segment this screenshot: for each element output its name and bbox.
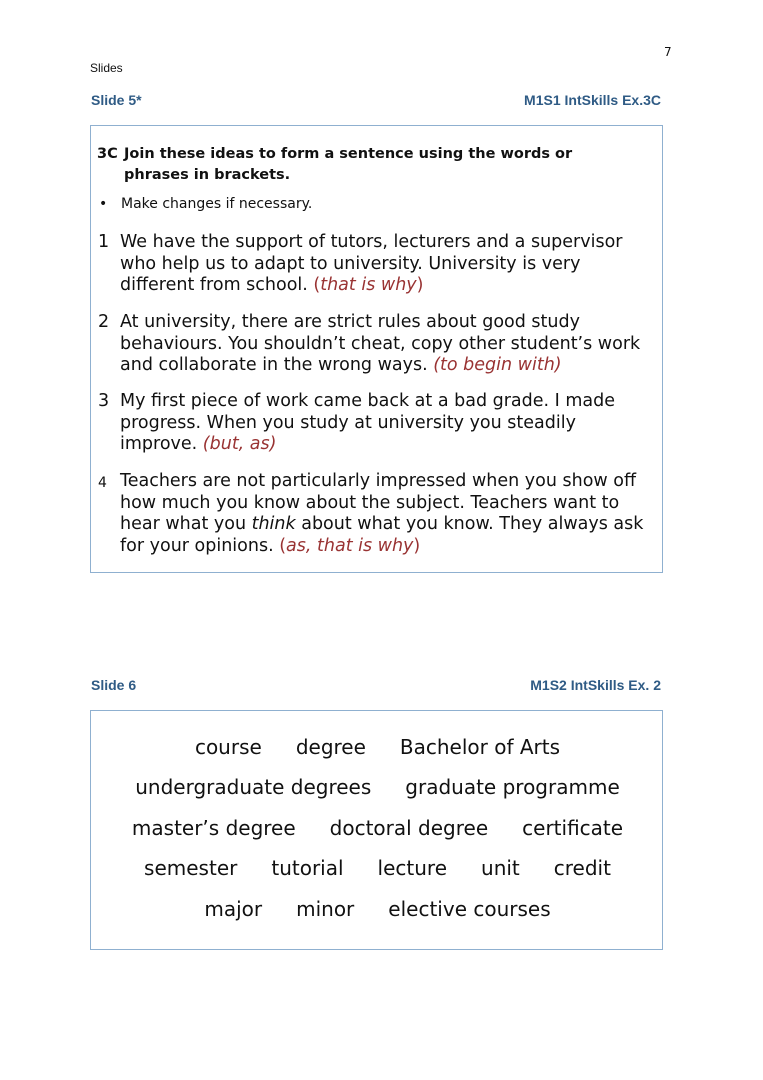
word-row [91,735,664,759]
task-title-line1: Join these ideas to form a sentence using the words or [124,146,573,162]
item-text: Teachers are not particularly impressed when you show off how much you know about the subject. Teachers want to hear what you [120,471,637,534]
slide6-reference: M1S2 IntSkills Ex. 2 [530,677,661,693]
vocab-word: unit [481,856,520,880]
vocab-word: degree [295,735,366,759]
item-number: 3 [98,391,110,411]
word-row [91,816,664,840]
vocab-word: lecture [377,856,448,880]
item-text-cont: about what you know. They always ask for your opinions. [120,514,644,556]
instruction-bullet [99,196,312,212]
task-title-line2: phrases in brackets. [124,167,291,183]
word-row [91,897,664,921]
vocab-word: major [204,897,263,921]
instruction-text: Make changes if necessary. [121,196,313,212]
vocab-word: certificate [522,816,624,840]
exercise-item-3 [98,391,653,456]
vocab-word: doctoral degree [329,816,489,840]
vocab-word: graduate programme [405,775,620,799]
vocab-word: undergraduate degrees [135,775,372,799]
vocab-word: Bachelor of Arts [399,735,561,759]
exercise-item-1 [98,232,653,297]
slide6-label: Slide 6 [91,677,137,693]
page-number: 7 [664,45,672,59]
running-head: Slides [90,61,123,75]
word-row [91,775,664,799]
item-emphasis: think [251,514,296,534]
item-cue: (that is why) [313,275,424,295]
item-text: My first piece of work came back at a bad grade. I made progress. When you study at university you steadily improve. [120,391,616,454]
slide5-reference: M1S1 IntSkills Ex.3C [524,92,661,108]
slide6-box [90,710,663,950]
item-number: 1 [98,232,110,252]
exercise-item-2 [98,312,653,377]
vocab-word: semester [144,856,238,880]
item-text: At university, there are strict rules about good study behaviours. You shouldn’t cheat, copy other student’s work and collaborate in the wrong ways. [120,312,641,375]
item-cue: (as, that is why) [279,535,421,556]
exercise-item-4 [98,471,653,557]
slide5-box [90,125,663,573]
item-number: 4 [98,475,107,491]
task-number: 3C [97,146,118,162]
task-title [97,144,642,186]
bullet-icon: • [99,196,108,212]
vocab-word: master’s degree [131,816,296,840]
vocab-word: credit [553,856,611,880]
slide5-label: Slide 5* [91,92,142,108]
vocab-word: course [194,735,262,759]
item-number: 2 [98,312,110,332]
item-text: We have the support of tutors, lecturers and a supervisor who help us to adapt to university. University is very different from school. [120,232,623,295]
word-row [91,856,664,880]
vocab-word: minor [296,897,355,921]
item-cue: (but, as) [202,434,277,454]
vocab-word: elective courses [388,897,551,921]
item-cue: (to begin with) [433,355,562,375]
vocab-word: tutorial [271,856,344,880]
